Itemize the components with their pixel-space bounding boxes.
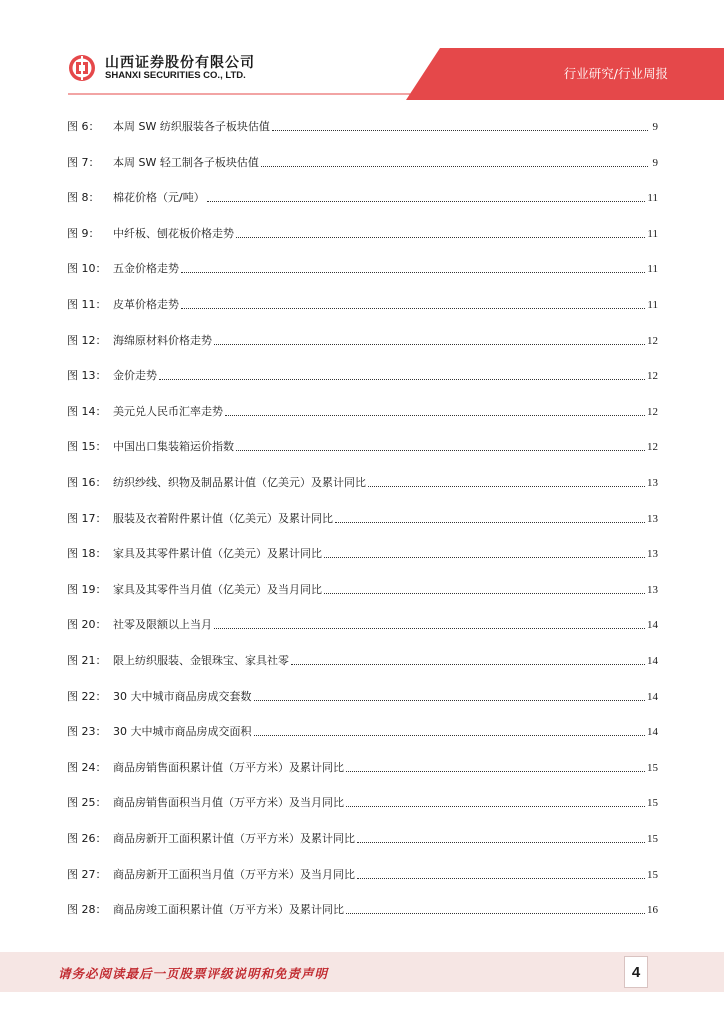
- toc-entry[interactable]: [67, 753, 658, 775]
- toc-entry-page: 13: [647, 583, 658, 596]
- toc-entry-title: 皮革价格走势: [113, 298, 179, 311]
- toc-entry-label: 图 14：: [67, 404, 107, 418]
- toc-entry-title: 中国出口集装箱运价指数: [113, 440, 234, 454]
- toc-entry-page: 12: [647, 441, 658, 454]
- toc-entry-title: 本周 SW 纺织服装各子板块估值: [113, 120, 270, 133]
- toc-entry-page: 11: [647, 299, 658, 311]
- header-banner: [0, 0, 724, 100]
- toc-leader: [207, 201, 646, 202]
- toc-leader: [225, 415, 645, 416]
- toc-entry-label: 图 9：: [67, 226, 100, 240]
- toc-entry[interactable]: [67, 290, 658, 312]
- toc-entry-page: 14: [647, 619, 658, 632]
- toc-leader: [236, 237, 645, 238]
- toc-leader: [357, 878, 645, 879]
- company-name-en: SHANXI SECURITIES CO., LTD.: [105, 70, 246, 81]
- toc-entry-label: 图 24：: [67, 760, 107, 774]
- toc-entry-page: 14: [647, 726, 658, 739]
- toc-entry-label: 图 25：: [67, 796, 107, 810]
- toc-leader: [181, 308, 645, 309]
- toc-leader: [291, 664, 645, 665]
- toc-entry[interactable]: [67, 717, 658, 739]
- toc-entry-label: 图 21：: [67, 654, 107, 667]
- toc-entry[interactable]: [67, 539, 658, 561]
- toc-entry[interactable]: [67, 575, 658, 597]
- toc-entry-title: 30 大中城市商品房成交套数: [113, 689, 252, 703]
- toc-entry-page: 11: [647, 263, 658, 276]
- toc-entry[interactable]: [67, 788, 658, 810]
- page-header: [0, 0, 724, 100]
- toc-entry-title: 美元兑人民币汇率走势: [113, 404, 223, 418]
- toc-entry-page: 13: [647, 548, 658, 561]
- toc-entry-page: 15: [647, 761, 658, 774]
- toc-entry-page: 15: [647, 797, 658, 810]
- toc-entry-page: 9: [652, 121, 658, 133]
- toc-entry-label: 图 23：: [67, 725, 107, 739]
- toc-entry-label: 图 12：: [67, 333, 107, 347]
- toc-entry-label: 图 20：: [67, 618, 107, 632]
- toc-leader: [335, 522, 645, 523]
- toc-leader: [254, 735, 646, 736]
- toc-leader: [214, 344, 645, 345]
- toc-entry-title: 家具及其零件当月值（亿美元）及当月同比: [113, 582, 322, 596]
- toc-entry-title: 商品房新开工面积累计值（万平方米）及累计同比: [113, 832, 355, 845]
- toc-entry[interactable]: [67, 682, 658, 704]
- toc-entry[interactable]: [67, 860, 658, 882]
- toc-entry-title: 海绵原材料价格走势: [113, 333, 212, 347]
- toc-entry-page: 11: [647, 227, 658, 240]
- toc-entry-page: 14: [647, 690, 658, 703]
- footer-disclaimer: 请务必阅读最后一页股票评级说明和免责声明: [58, 966, 329, 981]
- toc-entry-page: 15: [647, 868, 658, 881]
- toc-entry-title: 中纤板、刨花板价格走势: [113, 226, 234, 240]
- toc-entry-page: 13: [647, 512, 658, 525]
- toc-entry-label: 图 11：: [67, 298, 107, 311]
- toc-entry[interactable]: [67, 895, 658, 917]
- toc-entry-label: 图 28：: [67, 903, 107, 917]
- toc-leader: [181, 272, 645, 273]
- toc-entry[interactable]: [67, 219, 658, 241]
- toc-entry-title: 服装及衣着附件累计值（亿美元）及累计同比: [113, 511, 333, 525]
- toc-entry-label: 图 22：: [67, 689, 107, 703]
- toc-entry[interactable]: [67, 361, 658, 383]
- toc-entry-page: 16: [647, 904, 658, 917]
- toc-entry-label: 图 8：: [67, 191, 100, 205]
- toc-leader: [159, 379, 645, 380]
- toc-entry-page: 12: [647, 370, 658, 383]
- toc-entry-title: 五金价格走势: [113, 262, 179, 276]
- toc-entry[interactable]: [67, 183, 658, 205]
- page-number: 4: [624, 956, 648, 988]
- company-name-cn: 山西证券股份有限公司: [105, 55, 255, 71]
- toc-entry-title: 金价走势: [113, 369, 157, 383]
- toc-entry-label: 图 26：: [67, 832, 107, 845]
- toc-entry-page: 12: [647, 334, 658, 347]
- toc-entry-label: 图 18：: [67, 547, 107, 561]
- toc-leader: [346, 806, 645, 807]
- toc-leader: [236, 450, 645, 451]
- toc-leader: [254, 700, 646, 701]
- toc-entry[interactable]: [67, 646, 658, 668]
- toc-leader: [357, 842, 645, 843]
- toc-leader: [346, 913, 645, 914]
- toc-entry-label: 图 19：: [67, 582, 107, 596]
- toc-entry-title: 本周 SW 轻工制各子板块估值: [113, 155, 259, 169]
- toc-entry-title: 商品房竣工面积累计值（万平方米）及累计同比: [113, 903, 344, 917]
- toc-entry-page: 12: [647, 405, 658, 418]
- toc-leader: [324, 557, 645, 558]
- toc-entry-page: 11: [647, 192, 658, 205]
- toc-entry-title: 棉花价格（元/吨）: [113, 191, 205, 205]
- toc-entry[interactable]: [67, 610, 658, 632]
- toc-entry[interactable]: [67, 504, 658, 526]
- report-type: 行业研究/行业周报: [563, 66, 668, 81]
- toc-entry-title: 纺织纱线、织物及制品累计值（亿美元）及累计同比: [113, 476, 366, 489]
- shanxi-securities-logo-icon: [68, 54, 96, 82]
- toc-leader: [261, 166, 648, 167]
- toc-entry-label: 图 6：: [67, 120, 100, 133]
- toc-leader: [368, 486, 645, 487]
- toc-entry[interactable]: [67, 112, 658, 134]
- toc-entry[interactable]: [67, 397, 658, 419]
- toc-entry-label: 图 7：: [67, 155, 100, 169]
- toc-leader: [272, 130, 648, 131]
- toc-entry-title: 社零及限额以上当月: [113, 618, 212, 632]
- toc-entry-page: 15: [647, 833, 658, 845]
- toc-entry-title: 商品房新开工面积当月值（万平方米）及当月同比: [113, 867, 355, 881]
- toc-entry[interactable]: [67, 432, 658, 454]
- toc-entry-title: 限上纺织服装、金银珠宝、家具社零: [113, 654, 289, 667]
- toc-entry[interactable]: [67, 326, 658, 348]
- toc-entry[interactable]: [67, 468, 658, 490]
- toc-leader: [214, 628, 645, 629]
- toc-leader: [346, 771, 645, 772]
- toc-entry-label: 图 13：: [67, 369, 107, 383]
- toc-entry[interactable]: [67, 824, 658, 846]
- toc-entry-label: 图 15：: [67, 440, 107, 454]
- toc-entry-label: 图 10：: [67, 262, 107, 276]
- toc-entry-title: 商品房销售面积累计值（万平方米）及累计同比: [113, 760, 344, 774]
- toc-leader: [324, 593, 645, 594]
- toc-entry-page: 13: [647, 477, 658, 489]
- toc-entry-title: 商品房销售面积当月值（万平方米）及当月同比: [113, 796, 344, 810]
- toc-entry[interactable]: [67, 254, 658, 276]
- toc-entry-label: 图 17：: [67, 511, 107, 525]
- toc-entry-label: 图 27：: [67, 867, 107, 881]
- toc-entry-label: 图 16：: [67, 476, 107, 489]
- toc-entry[interactable]: [67, 148, 658, 170]
- toc-entry-title: 家具及其零件累计值（亿美元）及累计同比: [113, 547, 322, 561]
- toc-entry-page: 9: [652, 156, 658, 169]
- toc-entry-title: 30 大中城市商品房成交面积: [113, 725, 252, 739]
- toc-entry-page: 14: [647, 655, 658, 667]
